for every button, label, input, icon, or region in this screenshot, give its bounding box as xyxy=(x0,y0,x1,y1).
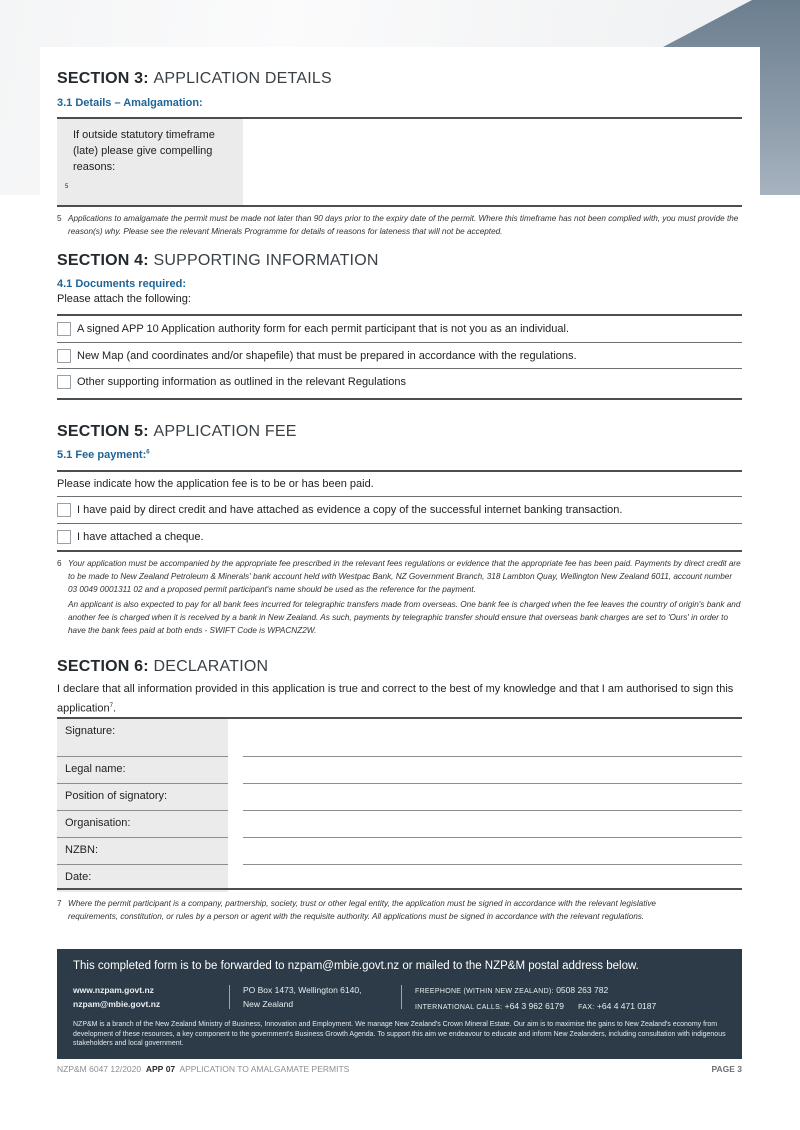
app-label: APP xyxy=(145,1064,164,1074)
fee-option-direct-credit: I have paid by direct credit and have attached as evidence a copy of the successful internet banking transaction. xyxy=(57,497,742,523)
section-5-heading: APPLICATION FEE xyxy=(153,423,297,440)
organisation-row xyxy=(57,811,742,838)
signature-row xyxy=(57,719,742,757)
section-4-heading: SUPPORTING INFORMATION xyxy=(153,252,379,269)
fee-option-cheque: I have attached a cheque. xyxy=(57,524,742,550)
section-3-number: SECTION 3: xyxy=(57,70,149,87)
divider xyxy=(57,550,742,552)
nzbn-label: NZBN: xyxy=(65,844,98,856)
divider xyxy=(57,888,742,890)
section-5-title xyxy=(57,423,297,441)
signature-label: Signature: xyxy=(65,725,116,737)
checkbox-direct-credit[interactable] xyxy=(57,503,71,517)
section-4-number: SECTION 4: xyxy=(57,252,149,269)
footnote-7: 7 Where the permit participant is a company, partnership, society, trust or other legal entity, the application must be signed in accordance with the relevant legislative requirements, constitution, or rules by a person or agent with the requisite authority. All applications must be signed in accordance with the relevant regulations. xyxy=(57,899,656,921)
email-link[interactable]: nzpam@mbie.govt.nz xyxy=(73,999,161,1009)
contact-box xyxy=(57,949,742,1059)
legal-name-label: Legal name: xyxy=(65,763,126,775)
footnote-6: 6 Your application must be accompanied by the appropriate fee prescribed in the relevant fees regulations or evidence that the appropriate fee has been paid. Payments by direct credit are to be made to New Zealand Petroleum & Minerals' bank account held with Westpac Bank, NZ Government Branch, 318 Lambton Quay, Wellington New Zealand 6011, account number 03 0049 0001311 02 and a proposed permit participant's name should be used as the reference for the payment. An applicant is also expected to pay for all bank fees incurred for telegraphic transfers made from overseas. One bank fee is charged when the fee leaves the country of origin's bank and another fee is charged when it is received by a bank in New Zealand. As such, payments by telegraphic transfer should ensure that overseas bank charges are set to 'Ours' in order to have the bank fees paid at both ends - SWIFT Code is WPACNZ2W. xyxy=(57,559,741,635)
contact-phone: FREEPHONE (WITHIN NEW ZEALAND): 0508 263 782 INTERNATIONAL CALLS: +64 3 962 6179 FAX: +64 4 471 0187 xyxy=(415,985,657,1011)
page-footer xyxy=(57,1064,742,1074)
section-5-subheading: 5.1 Fee payment:$^6$ xyxy=(57,449,150,461)
divider xyxy=(57,398,742,400)
form-code: NZP&M 6047 12/2020 xyxy=(57,1064,142,1074)
checkbox-app10-form[interactable] xyxy=(57,322,71,336)
about-nzpm: NZP&M is a branch of the New Zealand Ministry of Business, Innovation and Employment. We manage New Zealand's Crown Mineral Estate. Our aim is to maximise the gains to New Zealand's economy from development of these resources, a key component to the government's Business Growth Agenda. To support this aim we endeavour to educate and inform New Zealanders, including consultation with indigenous stakeholders and local government. xyxy=(73,1021,726,1047)
section-5-number: SECTION 5: xyxy=(57,423,149,440)
declaration-table xyxy=(57,719,742,892)
checkbox-cheque[interactable] xyxy=(57,530,71,544)
position-label: Position of signatory: xyxy=(65,790,168,802)
section-6-title xyxy=(57,658,268,676)
section-4-title xyxy=(57,252,379,270)
contact-address: PO Box 1473, Wellington 6140, New Zealand xyxy=(243,985,362,1009)
section-6-heading: DECLARATION xyxy=(153,658,269,675)
separator xyxy=(401,985,402,1009)
section-4-subheading: 4.1 Documents required: xyxy=(57,278,186,290)
section-3-heading: APPLICATION DETAILS xyxy=(153,70,332,87)
late-reasons-label: If outside statutory timeframe (late) please give compelling reasons: $^5$ xyxy=(57,119,243,205)
section-5-intro: Please indicate how the application fee is to be or has been paid. xyxy=(57,478,374,490)
nzbn-row xyxy=(57,838,742,865)
legal-name-row xyxy=(57,757,742,784)
section-6-number: SECTION 6: xyxy=(57,658,149,675)
late-reasons-field[interactable] xyxy=(243,119,742,205)
position-row xyxy=(57,784,742,811)
divider xyxy=(57,205,742,207)
checkbox-other-info[interactable] xyxy=(57,375,71,389)
section-3-subheading: 3.1 Details – Amalgamation: xyxy=(57,97,203,109)
date-label: Date: xyxy=(65,871,92,883)
footnote-5: 5 Applications to amalgamate the permit must be made not later than 90 days prior to the expiry date of the permit. Where this timeframe has not been complied with, you must provide the reason(s) why. Please see the relevant Minerals Programme for details of reasons for lateness that will not be accepted. xyxy=(57,214,739,236)
document-item-other: Other supporting information as outlined in the relevant Regulations xyxy=(57,369,742,395)
app-number: 07 xyxy=(165,1064,176,1074)
forward-instructions: This completed form is to be forwarded to nzpam@mbie.govt.nz or mailed to the NZP&M postal address below. xyxy=(73,960,639,972)
organisation-label: Organisation: xyxy=(65,817,131,829)
form-title: APPLICATION TO AMALGAMATE PERMITS xyxy=(179,1064,350,1074)
divider xyxy=(57,470,742,472)
section-4-intro: Please attach the following: xyxy=(57,293,191,305)
page-number: PAGE 3 xyxy=(711,1064,742,1074)
separator xyxy=(229,985,230,1009)
document-item-app10: A signed APP 10 Application authority form for each permit participant that is not you as an individual. xyxy=(57,316,742,342)
section-3-title xyxy=(57,70,332,88)
late-reasons-row xyxy=(57,119,742,205)
document-item-map: New Map (and coordinates and/or shapefile) that must be prepared in accordance with the regulations. xyxy=(57,343,742,369)
declaration-statement: I declare that all information provided in this application is true and correct to the best of my knowledge and that I am authorised to sign this application$^7$. xyxy=(57,683,734,715)
contact-web xyxy=(73,983,160,1011)
website-link[interactable]: www.nzpam.govt.nz xyxy=(73,985,154,995)
checkbox-new-map[interactable] xyxy=(57,349,71,363)
